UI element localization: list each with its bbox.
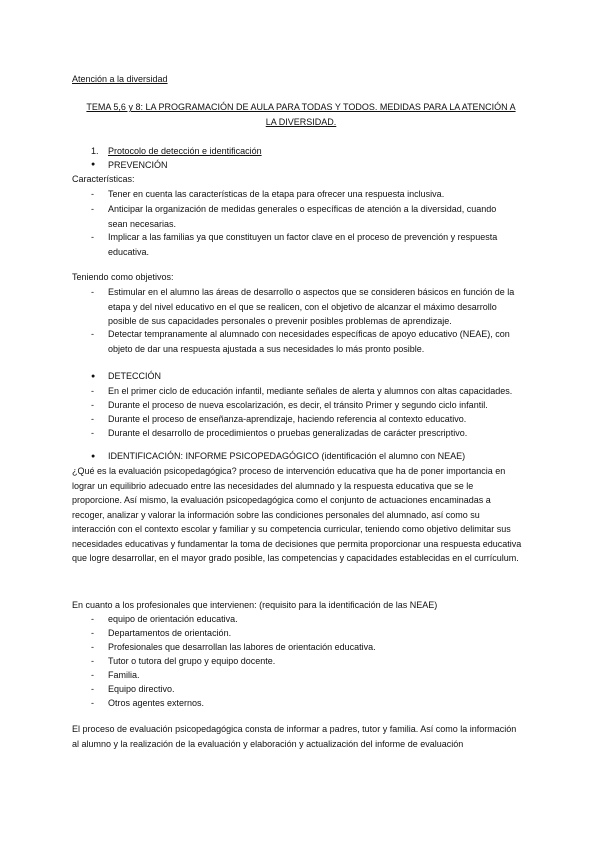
list-item: equipo de orientación educativa. [108,614,238,624]
dash-icon: - [91,204,94,214]
dash-icon: - [91,628,94,638]
dash-icon: - [91,642,94,652]
dash-icon: - [91,614,94,624]
dash-icon: - [91,329,94,339]
dash-icon: - [91,189,94,199]
dash-icon: - [91,428,94,438]
list-item: Tener en cuenta las características de la etapa para ofrecer una respuesta inclusiva. [108,189,445,199]
heading-identificacion: IDENTIFICACIÓN: INFORME PSICOPEDAGÓGICO (identificación el alumno con NEAE) [108,451,466,461]
dash-icon: - [91,232,94,242]
list-item: Departamentos de orientación. [108,628,232,638]
list-item: Otros agentes externos. [108,698,205,708]
dash-icon: - [91,414,94,424]
list-item: Anticipar la organización de medidas generales o específicas de atención a la diversidad, cuando sean necesarias. [108,204,497,229]
dash-icon: - [91,670,94,680]
paragraph-closing: El proceso de evaluación psicopedagógica consta de informar a padres, tutor y familia. Así como la información al alumno y la realización de la evaluación y elaboración y actualización del informe de evaluación [72,724,517,749]
topic-title: TEMA 5,6 y 8: LA PROGRAMACIÓN DE AULA PARA TODAS Y TODOS. MEDIDAS PARA LA ATENCIÓN A LA DIVERSIDAD. [86,102,516,127]
label-caracteristicas: Características: [72,174,135,184]
list-item: Familia. [108,670,140,680]
list-item: Durante el desarrollo de procedimientos o pruebas generalizadas de carácter prescriptivo. [108,428,468,438]
list-item: Estimular en el alumno las áreas de desarrollo o aspectos que se consideren básicos en función de la etapa y del nivel educativo en el que se realicen, con el objetivo de alcanzar el máximo desarrollo posible de sus capacidades personales o prevenir posibles problemas de aprendizaje. [108,287,515,326]
dash-icon: - [91,684,94,694]
list-item: Durante el proceso de nueva escolarización, es decir, el tránsito Primer y segundo ciclo infantil. [108,400,488,410]
list-item: Profesionales que desarrollan las labores de orientación educativa. [108,642,376,652]
dash-icon: - [91,698,94,708]
list-item: En el primer ciclo de educación infantil, mediante señales de alerta y alumnos con altas capacidades. [108,386,513,396]
bullet-dot-icon: ● [91,453,96,460]
dash-icon: - [91,656,94,666]
list-item: Equipo directivo. [108,684,175,694]
dash-icon: - [91,400,94,410]
list-item: Tutor o tutora del grupo y equipo docente. [108,656,276,666]
label-objetivos: Teniendo como objetivos: [72,272,174,282]
dash-icon: - [91,386,94,396]
section-title: Atención a la diversidad [72,74,168,84]
heading-number: 1. [91,146,99,156]
heading-protocol: Protocolo de detección e identificación [108,146,262,156]
label-profesionales: En cuanto a los profesionales que intervienen: (requisito para la identificación de las NEAE) [72,600,438,610]
list-item: Implicar a las familias ya que constituyen un factor clave en el proceso de prevención y respuesta educativa. [108,232,498,257]
list-item: Durante el proceso de enseñanza-aprendizaje, haciendo referencia al contexto educativo. [108,414,467,424]
paragraph-evaluacion: ¿Qué es la evaluación psicopedagógica? proceso de intervención educativa que ha de poner importancia en lograr un equilibrio adecuado entre las necesidades del alumnado y la respuesta educativa que se le proporcione. Así mismo, la evaluación psicopedagógica como el conjunto de actuaciones encaminadas a recoger, analizar y valorar la información sobre las condiciones personales del alumnado, así como su interacción con el contexto escolar y familiar y su competencia curricular, teniendo como objetivo delimitar sus necesidades educativas y fundamentar la toma de decisiones que permita proporcionar una respuesta educativa que logre desarrollar, en el mayor grado posible, las competencias y capacidades establecidas en el currículum. [72,466,522,563]
heading-prevencion: PREVENCIÓN [108,160,168,170]
list-item: Detectar tempranamente al alumnado con necesidades específicas de apoyo educativo (NEAE), con objeto de dar una respuesta ajustada a sus necesidades lo más pronto posible. [108,329,510,354]
bullet-dot-icon: ● [91,161,96,168]
bullet-dot-icon: ● [91,373,96,380]
dash-icon: - [91,287,94,297]
heading-deteccion: DETECCIÓN [108,371,162,381]
